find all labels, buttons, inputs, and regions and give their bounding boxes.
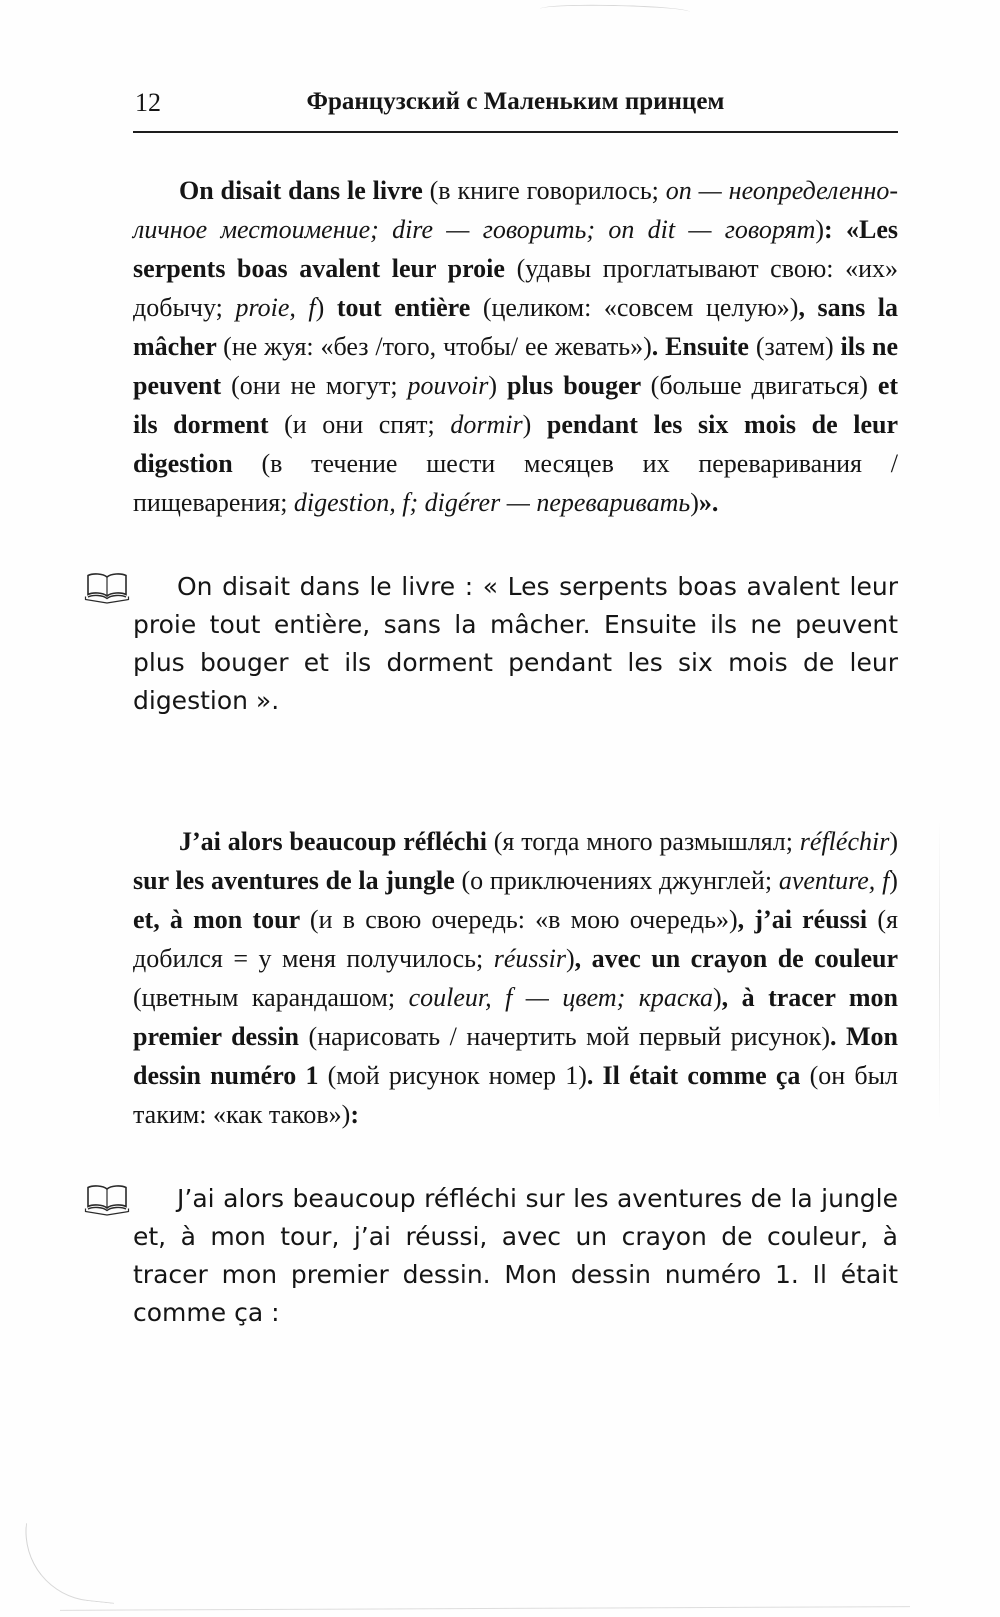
french-text-block-1 [133, 568, 898, 720]
open-book-icon [83, 1182, 131, 1216]
french-plain-paragraph: J’ai alors beaucoup réfléchi sur les aventures de la jungle et, à mon tour, j’ai réussi, avec un crayon de couleur, à tracer mon premier dessin. Mon dessin numéro 1. Il était comme ça : [133, 1184, 898, 1327]
header-rule [133, 131, 898, 133]
running-title: Французский с Маленьким принцем [306, 88, 725, 115]
scan-edge-artifact [19, 1523, 122, 1604]
interlinear-paragraph-1: On disait dans le livre (в книге говорилось; on — неопределенно-личное местоимение; dire — говорить; on dit — говорят): «Les serpents boas avalent leur proie (удавы проглатывают свою: «их» добычу; proie, f) tout entière (целиком: «совсем целую»), sans la mâcher (не жуя: «без /того, чтобы/ ее жевать»). Ensuite (затем) ils ne peuvent (они не могут; pouvoir) plus bouger (больше двигаться) et ils dorment (и они спят; dormir) pendant les six mois de leur digestion (в течение шести месяцев их переваривания / пищеварения; digestion, f; digérer — переваривать)». [133, 176, 899, 517]
page-header [133, 88, 898, 122]
scan-edge-artifact [60, 1603, 910, 1611]
page-number: 12 [135, 88, 161, 117]
french-plain-paragraph: On disait dans le livre : « Les serpents boas avalent leur proie tout entière, sans la mâcher. Ensuite ils ne peuvent plus bouger et ils dorment pendant les six mois de leur digestion ». [133, 572, 898, 715]
french-text-block-2 [133, 1180, 898, 1332]
open-book-icon [83, 570, 131, 604]
interlinear-paragraph-2: J’ai alors beaucoup réfléchi (я тогда много размышлял; réfléchir) sur les aventures de la jungle (о приключениях джунглей; aventure, f) et, à mon tour (и в свою очередь: «в мою очередь»), j’ai réussi (я добился = у меня получилось; réussir), avec un crayon de couleur (цветным карандашом; couleur, f — цвет; краска), à tracer mon premier dessin (нарисовать / начертить мой первый рисунок). Mon dessin numéro 1 (мой рисунок номер 1). Il était comme ça (он был таким: «как таков»): [133, 827, 899, 1129]
